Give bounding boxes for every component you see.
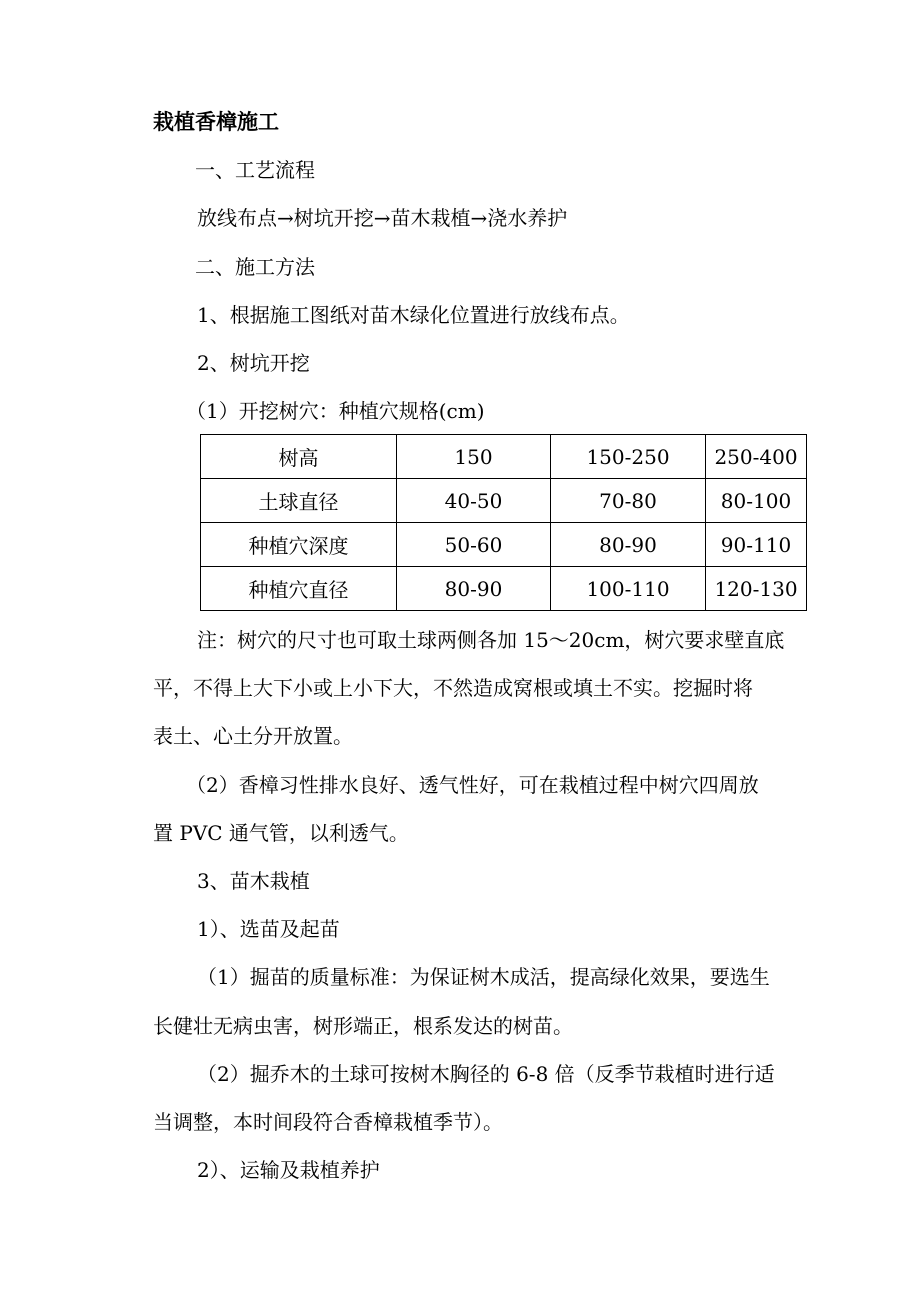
table-cell: 250-400 xyxy=(706,435,807,479)
page-title: 栽植香樟施工 xyxy=(153,110,279,134)
table-cell: 150-250 xyxy=(551,435,706,479)
step3-heading: 3、苗木栽植 xyxy=(197,869,310,893)
table-row xyxy=(201,523,807,567)
ball-line-2: 当调整，本时间段符合香樟栽植季节）。 xyxy=(153,1110,503,1134)
planting-pit-spec-table xyxy=(200,434,807,611)
sub-step1-heading: 1）、选苗及起苗 xyxy=(197,917,340,941)
table-row xyxy=(201,435,807,479)
table-cell: 120-130 xyxy=(706,567,807,611)
step1-text: 1、根据施工图纸对苗木绿化位置进行放线布点。 xyxy=(197,303,630,327)
section2-heading: 二、施工方法 xyxy=(195,255,315,279)
ball-line-1: （2）掘乔木的土球可按树木胸径的 6-8 倍（反季节栽植时进行适 xyxy=(197,1062,775,1086)
table-cell: 50-60 xyxy=(397,523,551,567)
note-line-2: 平，不得上大下小或上小下大，不然造成窝根或填土不实。挖掘时将 xyxy=(153,676,753,700)
table-row xyxy=(201,567,807,611)
quality-line-1: （1）掘苗的质量标准：为保证树木成活，提高绿化效果，要选生 xyxy=(197,965,770,989)
process-flow-text: 放线布点→树坑开挖→苗木栽植→浇水养护 xyxy=(197,206,568,230)
sub-step2-heading: 2）、运输及栽植养护 xyxy=(197,1158,380,1182)
section1-heading: 一、工艺流程 xyxy=(195,158,315,182)
table-cell: 土球直径 xyxy=(201,479,397,523)
note-line-1: 注：树穴的尺寸也可取土球两侧各加 15～20cm，树穴要求壁直底 xyxy=(197,628,785,652)
table-cell: 70-80 xyxy=(551,479,706,523)
table-cell: 种植穴直径 xyxy=(201,567,397,611)
table-cell: 90-110 xyxy=(706,523,807,567)
table-cell: 80-90 xyxy=(551,523,706,567)
table-cell: 80-100 xyxy=(706,479,807,523)
quality-line-2: 长健壮无病虫害，树形端正，根系发达的树苗。 xyxy=(153,1014,573,1038)
table-row xyxy=(201,479,807,523)
sub2-line-2: 置 PVC 通气管，以利透气。 xyxy=(153,821,409,845)
table-cell: 80-90 xyxy=(397,567,551,611)
note-line-3: 表土、心土分开放置。 xyxy=(153,724,353,748)
sub1-heading: （1）开挖树穴：种植穴规格(cm) xyxy=(186,399,485,423)
table-cell: 100-110 xyxy=(551,567,706,611)
table-cell: 种植穴深度 xyxy=(201,523,397,567)
step2-heading: 2、树坑开挖 xyxy=(197,351,310,375)
sub2-line-1: （2）香樟习性排水良好、透气性好，可在栽植过程中树穴四周放 xyxy=(186,773,759,797)
table-cell: 150 xyxy=(397,435,551,479)
table-cell: 40-50 xyxy=(397,479,551,523)
table-cell: 树高 xyxy=(201,435,397,479)
